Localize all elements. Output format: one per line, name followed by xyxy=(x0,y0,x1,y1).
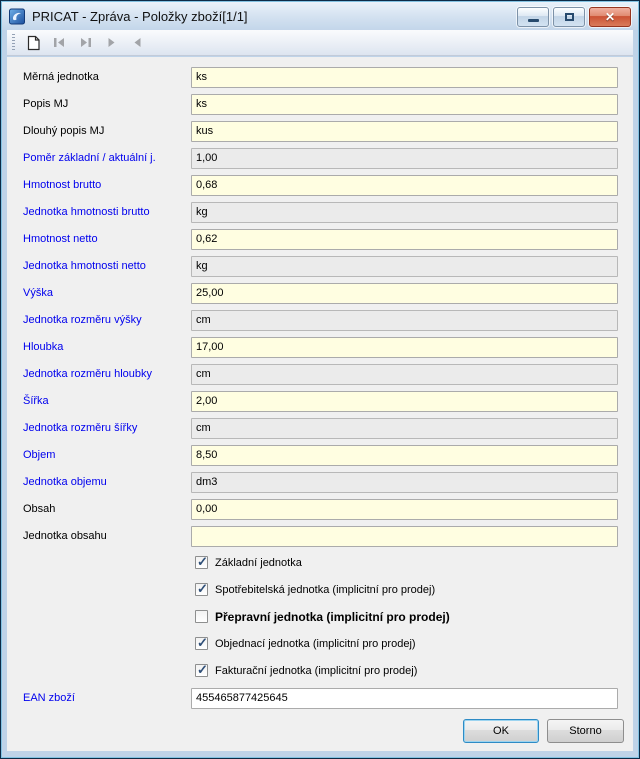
jednotka-hmotnosti-brutto-label: Jednotka hmotnosti brutto xyxy=(23,206,150,218)
field-pomer-zakladni-aktualni[interactable]: 1,00 xyxy=(191,148,618,169)
ok-button[interactable]: OK xyxy=(463,719,539,743)
checkbox-spotrebitelska-jednotka[interactable] xyxy=(195,583,208,596)
go-previous-button[interactable] xyxy=(126,32,148,54)
field-popis-mj[interactable]: ks xyxy=(191,94,618,115)
form-row-objem xyxy=(7,445,633,466)
toolbar-grip[interactable] xyxy=(12,34,15,52)
zakladni-jednotka-label: Základní jednotka xyxy=(215,557,302,569)
sirka-label: Šířka xyxy=(23,395,49,407)
checkbox-prepravni-jednotka[interactable] xyxy=(195,610,208,623)
form-row-merna-jednotka xyxy=(7,67,633,88)
form-area xyxy=(7,57,633,751)
vyska-label: Výška xyxy=(23,287,53,299)
go-last-button[interactable] xyxy=(74,32,96,54)
checkbox-objednaci-jednotka[interactable] xyxy=(195,637,208,650)
field-objem[interactable]: 8,50 xyxy=(191,445,618,466)
form-row-hmotnost-netto xyxy=(7,229,633,250)
maximize-button[interactable] xyxy=(553,7,585,27)
hmotnost-netto-label: Hmotnost netto xyxy=(23,233,98,245)
field-jednotka-hmotnosti-netto[interactable]: kg xyxy=(191,256,618,277)
jednotka-objemu-label: Jednotka objemu xyxy=(23,476,107,488)
field-jednotka-rozmeru-hloubky[interactable]: cm xyxy=(191,364,618,385)
go-last-icon xyxy=(78,36,93,49)
form-row-obsah xyxy=(7,499,633,520)
form-row-jednotka-rozmeru-vysky xyxy=(7,310,633,331)
jednotka-rozmeru-hloubky-label: Jednotka rozměru hloubky xyxy=(23,368,153,380)
objednaci-jednotka-label: Objednací jednotka (implicitní pro prodej) xyxy=(215,638,416,650)
jednotka-obsahu-label: Jednotka obsahu xyxy=(23,530,107,542)
field-obsah[interactable]: 0,00 xyxy=(191,499,618,520)
form-row-jednotka-obsahu xyxy=(7,526,633,547)
field-jednotka-obsahu[interactable] xyxy=(191,526,618,547)
form-row-hloubka xyxy=(7,337,633,358)
go-next-icon xyxy=(104,36,119,49)
checkbox-zakladni-jednotka[interactable] xyxy=(195,556,208,569)
form-row-vyska xyxy=(7,283,633,304)
form-row-ean-zbozi xyxy=(7,688,633,709)
field-jednotka-rozmeru-sirky[interactable]: cm xyxy=(191,418,618,439)
window-title: PRICAT - Zpráva - Položky zboží[1/1] xyxy=(32,8,248,24)
form-row-hmotnost-brutto xyxy=(7,175,633,196)
popis-mj-label: Popis MJ xyxy=(23,98,69,110)
form-row-dlouhy-popis-mj xyxy=(7,121,633,142)
field-sirka[interactable]: 2,00 xyxy=(191,391,618,412)
field-ean-zbozi[interactable]: 455465877425645 xyxy=(191,688,618,709)
checkbox-row-prepravni-jednotka xyxy=(7,607,633,628)
jednotka-rozmeru-sirky-label: Jednotka rozměru šířky xyxy=(23,422,138,434)
hloubka-label: Hloubka xyxy=(23,341,64,353)
pricat-app-icon xyxy=(9,8,26,25)
prepravni-jednotka-label: Přepravní jednotka (implicitní pro prodej) xyxy=(215,610,450,624)
obsah-label: Obsah xyxy=(23,503,56,515)
field-hloubka[interactable]: 17,00 xyxy=(191,337,618,358)
caption-buttons xyxy=(517,7,631,27)
new-document-icon xyxy=(26,35,41,51)
spotrebitelska-jednotka-label: Spotřebitelská jednotka (implicitní pro prodej) xyxy=(215,584,436,596)
checkbox-row-spotrebitelska-jednotka xyxy=(7,580,633,601)
close-icon: ✕ xyxy=(604,10,616,24)
form-rows xyxy=(7,67,633,682)
form-row-popis-mj xyxy=(7,94,633,115)
field-dlouhy-popis-mj[interactable]: kus xyxy=(191,121,618,142)
form-row-sirka xyxy=(7,391,633,412)
form-row-pomer-zakladni-aktualni xyxy=(7,148,633,169)
toolbar xyxy=(7,30,633,56)
checkbox-row-objednaci-jednotka xyxy=(7,634,633,655)
close-button[interactable] xyxy=(589,7,631,27)
fakturacni-jednotka-label: Fakturační jednotka (implicitní pro prodej) xyxy=(215,665,418,677)
jednotka-hmotnosti-netto-label: Jednotka hmotnosti netto xyxy=(23,260,146,272)
titlebar xyxy=(2,2,638,30)
go-next-button[interactable] xyxy=(100,32,122,54)
new-document-button[interactable] xyxy=(22,32,44,54)
form-row-jednotka-rozmeru-sirky xyxy=(7,418,633,439)
pomer-zakladni-aktualni-label: Poměr základní / aktuální j. xyxy=(23,152,156,164)
field-jednotka-rozmeru-vysky[interactable]: cm xyxy=(191,310,618,331)
field-merna-jednotka[interactable]: ks xyxy=(191,67,618,88)
ean-label: EAN zboží xyxy=(23,692,75,704)
minimize-icon xyxy=(528,19,539,22)
hmotnost-brutto-label: Hmotnost brutto xyxy=(23,179,102,191)
minimize-button[interactable] xyxy=(517,7,549,27)
merna-jednotka-label: Měrná jednotka xyxy=(23,71,99,83)
field-vyska[interactable]: 25,00 xyxy=(191,283,618,304)
field-hmotnost-netto[interactable]: 0,62 xyxy=(191,229,618,250)
checkbox-fakturacni-jednotka[interactable] xyxy=(195,664,208,677)
form-row-jednotka-hmotnosti-brutto xyxy=(7,202,633,223)
field-jednotka-objemu[interactable]: dm3 xyxy=(191,472,618,493)
maximize-icon xyxy=(565,13,574,21)
storno-button[interactable]: Storno xyxy=(547,719,624,743)
go-first-icon xyxy=(52,36,67,49)
dlouhy-popis-mj-label: Dlouhý popis MJ xyxy=(23,125,105,137)
go-first-button[interactable] xyxy=(48,32,70,54)
form-row-jednotka-objemu xyxy=(7,472,633,493)
form-row-jednotka-hmotnosti-netto xyxy=(7,256,633,277)
field-jednotka-hmotnosti-brutto[interactable]: kg xyxy=(191,202,618,223)
objem-label: Objem xyxy=(23,449,56,461)
jednotka-rozmeru-vysky-label: Jednotka rozměru výšky xyxy=(23,314,142,326)
checkbox-row-zakladni-jednotka xyxy=(7,553,633,574)
checkbox-row-fakturacni-jednotka xyxy=(7,661,633,682)
field-hmotnost-brutto[interactable]: 0,68 xyxy=(191,175,618,196)
form-row-jednotka-rozmeru-hloubky xyxy=(7,364,633,385)
go-previous-icon xyxy=(130,36,145,49)
